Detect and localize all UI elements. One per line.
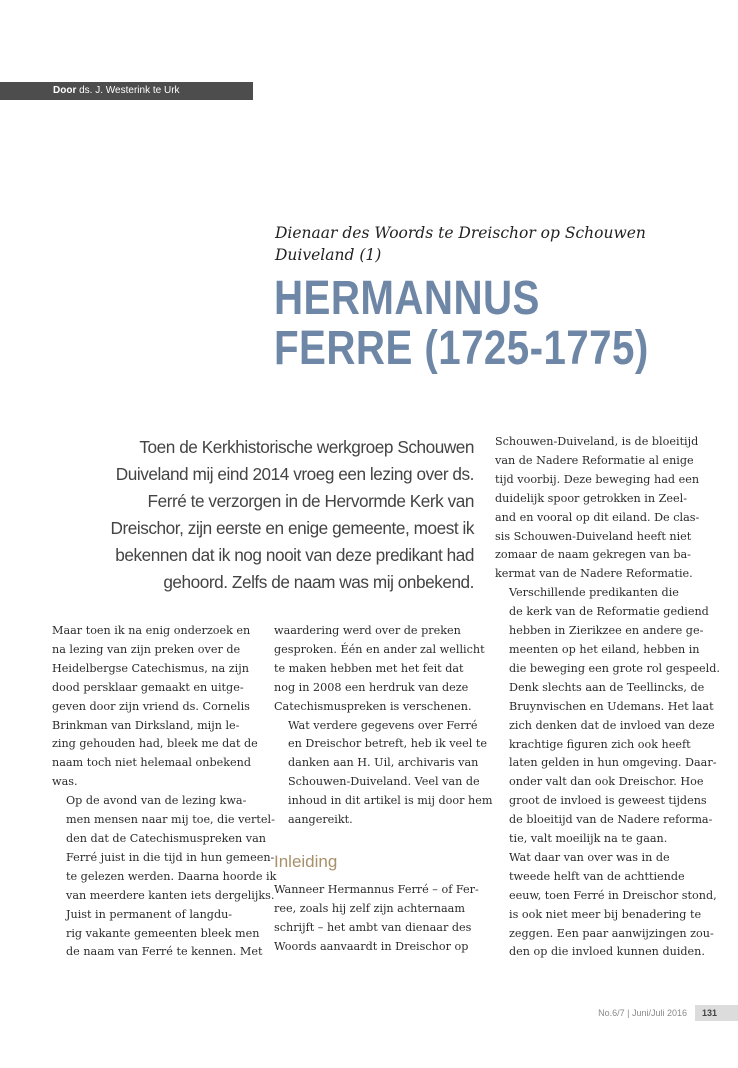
text-line: aangereikt. [288,813,353,827]
text-line: Maar toen ik na enig onderzoek en [52,624,251,637]
text-line: kermat van de Nadere Reformatie. [495,567,693,581]
text-line: van meerdere kanten iets dergelijks. [66,888,275,902]
text-line: de kerk van de Reformatie gediend [509,605,709,619]
page-number: 131 [695,1005,738,1021]
text-line: gesproken. Één en ander zal wellicht [274,642,485,656]
text-line: naam toch niet helemaal onbekend [52,756,252,770]
text-line: danken aan H. Uil, archivaris van [288,756,479,770]
page-footer [598,1005,738,1021]
article-title-line-1: HERMANNUS [274,272,540,325]
text-line: tie, valt moeilijk na te gaan. [509,832,668,846]
text-line: Wat verdere gegevens over Ferré [288,718,478,732]
text-line: den dat de Catechismuspreken van [66,831,266,845]
text-line: de naam van Ferré te kennen. Met [66,945,263,959]
text-line: Ferré juist in die tijd in hun gemeen- [66,850,275,864]
text-line: rig vakante gemeenten bleek men [66,926,260,940]
text-line: geven door zijn vriend ds. Cornelis [52,699,250,713]
text-line: Catechismuspreken is verschenen. [274,699,472,713]
author-byline [0,82,253,100]
text-line: hebben in Zierikzee en andere ge- [509,624,704,638]
text-line: meenten op het eiland, hebben in [509,642,700,656]
text-line: en Dreischor betreft, heb ik veel te [288,737,488,751]
intro-paragraph: Toen de Kerkhistorische werkgroep Schouwen Duiveland mij eind 2014 vroeg een lezing over ds. Ferré te verzorgen in de Hervormde Kerk van Dreischor, zijn eerste en enige gemeente, moest ik bekennen dat ik nog nooit van deze predikant had gehoord. Zelfs de naam was mij onbekend. [110,437,474,592]
paragraph [52,792,277,905]
text-line: groot de invloed is geweest tijdens [509,794,707,808]
text-line: Woords aanvaardt in Dreischor op [274,939,469,953]
text-line: onder valt dan ook Dreischor. Hoe [509,775,704,789]
text-line: and en vooral op dit eiland. De clas- [495,510,700,524]
text-line: Wat daar van over was in de [509,850,670,864]
text-line: ree, zoals hij zelf zijn achternaam [274,901,465,915]
text-line: Juist in permanent of langdu- [66,907,233,921]
text-line: Brinkman van Dirksland, mijn le- [52,718,240,732]
text-line: duidelijk spoor getrokken in Zeel- [495,491,687,505]
article-subtitle: Dienaar des Woords te Dreischor op Schouwen Duiveland (1) [275,224,646,264]
text-line: na lezing van zijn preken over de [52,642,241,656]
text-line: sis Schouwen-Duiveland heeft niet [495,529,692,543]
text-line: zich denken dat de invloed van deze [509,718,715,732]
text-column-1 [52,622,277,962]
text-line: laten gelden in hun omgeving. Daar- [509,756,717,770]
text-line: Wanneer Hermannus Ferré – of Fer- [274,882,479,896]
article-title [274,274,660,374]
text-line: schrijft – het ambt van dienaar des [274,920,472,934]
text-line: is ook niet meer bij benadering te [509,907,702,921]
text-line: Schouwen-Duiveland. Veel van de [288,775,480,789]
paragraph [52,906,263,963]
text-line: te gelezen werden. Daarna hoorde ik [66,869,277,883]
text-line: tweede helft van de achttiende [509,869,685,883]
paragraph [495,584,720,849]
paragraph [495,433,710,584]
byline-label: Door [53,85,77,96]
issue-info: No.6/7 | Juni/Juli 2016 [598,1008,687,1018]
text-line: Bruynvischen en Udemans. Het laat [509,699,714,713]
text-line: zomaar de naam gekregen van ba- [495,548,691,562]
text-line: te maken hebben met het feit dat [274,661,464,675]
text-line: van de Nadere Reformatie al enige [495,453,694,467]
text-line: die beweging een grote rol gespeeld. [509,661,720,675]
section-heading: Inleiding [274,851,338,871]
text-line: men mensen naar mij toe, die vertel- [66,813,275,827]
text-line: waardering werd over de preken [274,624,461,637]
text-line: tijd voorbij. Deze beweging had een [495,472,700,486]
article-title-line-2: FERRE (1725-1775) [274,322,649,375]
paragraph [52,622,257,792]
text-line: nog in 2008 een herdruk van deze [274,680,469,694]
paragraph [274,881,479,957]
text-line: was. [52,775,78,789]
text-line: zeggen. Een paar aanwijzingen zou- [509,926,714,940]
text-line: eeuw, toen Ferré in Dreischor stond, [509,888,717,902]
text-line: Denk slechts aan de Teellincks, de [509,680,705,694]
text-line: den op die invloed kunnen duiden. [509,945,705,959]
byline-author: ds. J. Westerink te Urk [79,85,180,96]
text-column-2 [274,622,493,957]
paragraph [495,849,717,962]
text-line: de bloeitijd van de Nadere reforma- [509,813,713,827]
text-line: Op de avond van de lezing kwa- [66,794,247,808]
text-line: krachtige figuren zich ook heeft [509,737,691,751]
text-line: inhoud in dit artikel is mij door hem [288,794,493,808]
paragraph [274,717,493,830]
paragraph [274,622,485,717]
text-line: Schouwen-Duiveland, is de bloeitijd [495,435,699,448]
text-line: Verschillende predikanten die [509,586,679,600]
text-column-3 [495,433,720,962]
text-line: zing gehouden had, bleek me dat de [52,737,258,751]
text-line: Heidelbergse Catechismus, na zijn [52,661,249,675]
text-line: dood persklaar gemaakt en uitge- [52,680,244,694]
